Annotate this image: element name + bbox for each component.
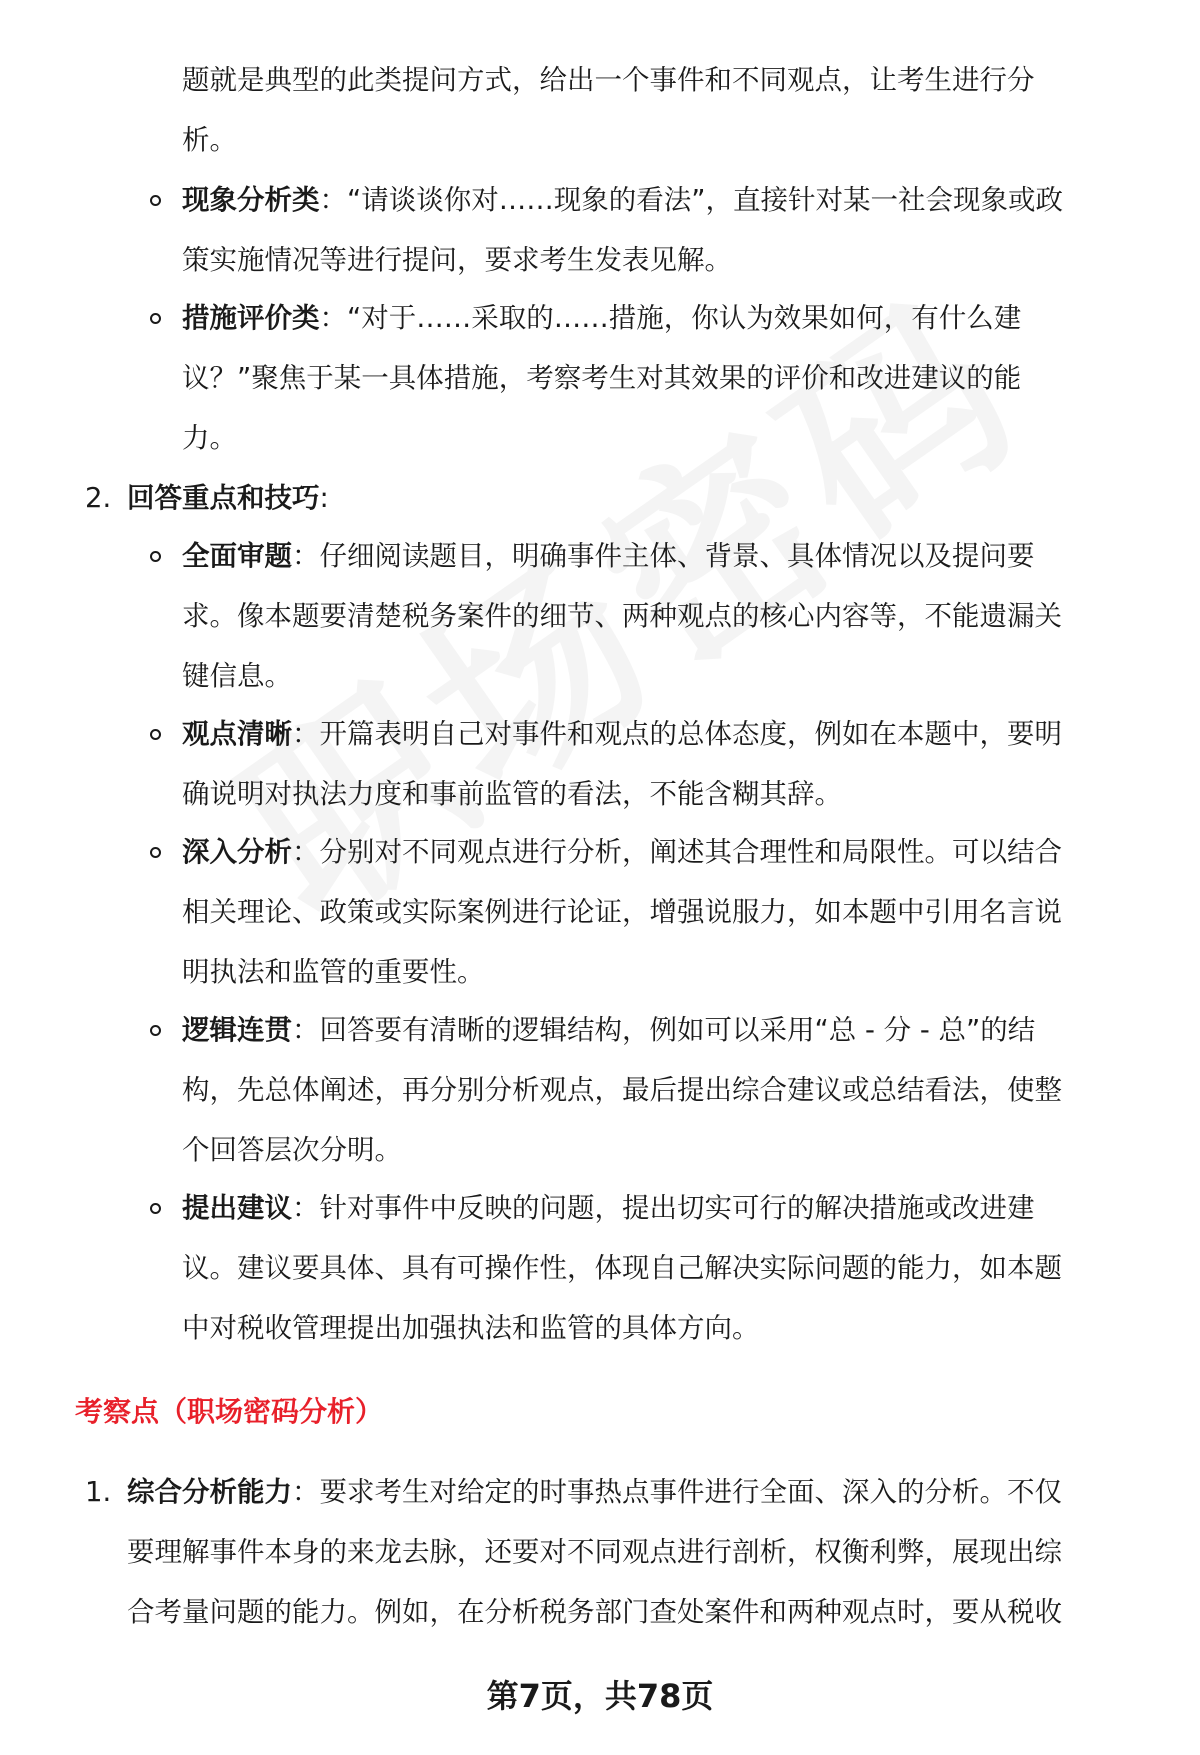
- section-title-text: 回答重点和技巧: [127, 482, 320, 514]
- item-sep: ：: [292, 836, 320, 868]
- item-line: 策实施情况等进行提问，要求考生发表见解。: [182, 244, 732, 276]
- item-line: 要求考生对给定的时事热点事件进行全面、深入的分析。不仅: [319, 1476, 1062, 1508]
- item-line: 确说明对执法力度和事前监管的看法，不能含糊其辞。: [182, 778, 842, 810]
- item-line: 分别对不同观点进行分析，阐述其合理性和局限性。可以结合: [319, 836, 1062, 868]
- circle-bullet-icon: [150, 1203, 161, 1214]
- exam-point-number: 1.: [85, 1476, 112, 1508]
- item-sep: ：: [292, 1476, 320, 1508]
- item-line: “对于……采取的……措施，你认为效果如何，有什么建: [347, 302, 1022, 334]
- item-term: 逻辑连贯: [182, 1014, 292, 1046]
- circle-bullet-icon: [150, 195, 161, 206]
- intro-line-1: 题就是典型的此类提问方式，给出一个事件和不同观点，让考生进行分: [182, 64, 1035, 96]
- circle-bullet-icon: [150, 313, 161, 324]
- item-term: 措施评价类: [182, 302, 320, 334]
- item-line: 构，先总体阐述，再分别分析观点，最后提出综合建议或总结看法，使整: [182, 1074, 1062, 1106]
- section-number: 2.: [85, 482, 112, 514]
- item-line: 明执法和监管的重要性。: [182, 956, 485, 988]
- item-line: 议。建议要具体、具有可操作性，体现自己解决实际问题的能力，如本题: [182, 1252, 1062, 1284]
- item-line: 相关理论、政策或实际案例进行论证，增强说服力，如本题中引用名言说: [182, 896, 1062, 928]
- item-line: 求。像本题要清楚税务案件的细节、两种观点的核心内容等，不能遗漏关: [182, 600, 1062, 632]
- item-line: 针对事件中反映的问题，提出切实可行的解决措施或改进建: [319, 1192, 1035, 1224]
- intro-line-2: 析。: [182, 124, 237, 156]
- item-term: 现象分析类: [182, 184, 320, 216]
- item-sep: ：: [292, 1014, 320, 1046]
- item-sep: ：: [292, 540, 320, 572]
- item-sep: ：: [319, 184, 347, 216]
- item-term: 观点清晰: [182, 718, 292, 750]
- item-line: 要理解事件本身的来龙去脉，还要对不同观点进行剖析，权衡利弊，展现出综: [127, 1536, 1062, 1568]
- item-line: 开篇表明自己对事件和观点的总体态度，例如在本题中，要明: [319, 718, 1062, 750]
- item-line: 力。: [182, 422, 237, 454]
- section-title-sep: :: [319, 482, 329, 514]
- circle-bullet-icon: [150, 729, 161, 740]
- item-term: 综合分析能力: [127, 1476, 292, 1508]
- item-sep: ：: [292, 718, 320, 750]
- item-line: “请谈谈你对……现象的看法”，直接针对某一社会现象或政: [347, 184, 1063, 216]
- list-item-analysis: [182, 832, 1062, 872]
- list-item-phenomenon: [182, 180, 1063, 220]
- item-sep: ：: [292, 1192, 320, 1224]
- item-line: 议？”聚焦于某一具体措施，考察考生对其效果的评价和改进建议的能: [182, 362, 1022, 394]
- item-term: 提出建议: [182, 1192, 292, 1224]
- exam-point-1: [127, 1472, 1062, 1512]
- list-item-measure: [182, 298, 1021, 338]
- list-item-viewpoint: [182, 714, 1062, 754]
- item-term: 深入分析: [182, 836, 292, 868]
- item-line: 中对税收管理提出加强执法和监管的具体方向。: [182, 1312, 760, 1344]
- circle-bullet-icon: [150, 847, 161, 858]
- item-line: 仔细阅读题目，明确事件主体、背景、具体情况以及提问要: [319, 540, 1035, 572]
- item-line: 回答要有清晰的逻辑结构，例如可以采用“总 - 分 - 总”的结: [319, 1014, 1036, 1046]
- item-term: 全面审题: [182, 540, 292, 572]
- list-item-review: [182, 536, 1035, 576]
- item-sep: ：: [319, 302, 347, 334]
- section-title: [127, 478, 329, 518]
- circle-bullet-icon: [150, 551, 161, 562]
- item-line: 个回答层次分明。: [182, 1134, 402, 1166]
- list-item-logic: [182, 1010, 1035, 1050]
- list-item-suggestion: [182, 1188, 1035, 1228]
- item-line: 键信息。: [182, 660, 292, 692]
- circle-bullet-icon: [150, 1025, 161, 1036]
- page-footer: 第7页，共78页: [486, 1677, 714, 1715]
- section-heading-exam-points: 考察点（职场密码分析）: [75, 1395, 384, 1428]
- item-line: 合考量问题的能力。例如，在分析税务部门查处案件和两种观点时，要从税收: [127, 1596, 1062, 1628]
